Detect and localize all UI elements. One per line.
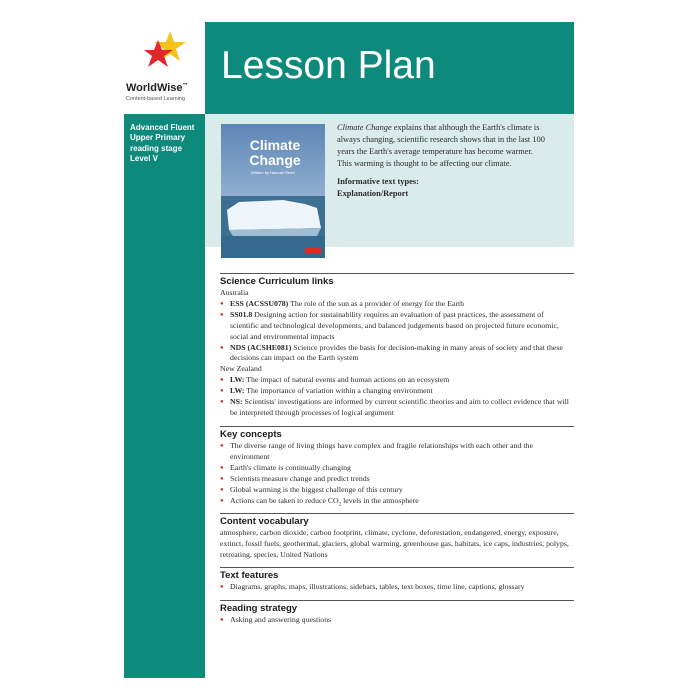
curriculum-text: The impact of natural events and human actions on an ecosystem bbox=[246, 375, 450, 385]
summary-text bbox=[337, 122, 547, 200]
reading-level bbox=[130, 123, 206, 165]
level-line: Level V bbox=[130, 154, 159, 164]
key-concepts-heading: Key concepts bbox=[220, 429, 282, 440]
text-features-heading: Text features bbox=[220, 570, 279, 581]
region-new-zealand: New Zealand bbox=[220, 364, 262, 374]
key-concepts-section bbox=[220, 426, 574, 511]
curriculum-text: The role of the sun as a provider of energy for the Earth bbox=[290, 298, 465, 308]
summary-body: explains that although the Earth's climate is always changing, scientific research shows that in the last 100 years the Earth's average temperature has become warmer. This warming is thought to be affecting our climate. bbox=[337, 123, 545, 168]
curriculum-text: Scientists' investigations are informed by current scientific theories and aim to collect evidence that will be interpreted through processes of logical argument bbox=[230, 397, 569, 417]
new-zealand-list bbox=[220, 375, 574, 419]
text-features-section bbox=[220, 567, 574, 593]
brand-tagline: Content-based Learning bbox=[126, 96, 186, 102]
list-item: ● The diverse range of living things have complex and fragile relationships with each other and the environment bbox=[220, 441, 574, 463]
curriculum-code: LW: bbox=[230, 375, 245, 385]
curriculum-text: The importance of variation within a changing environment bbox=[246, 386, 433, 396]
list-item: ● Scientists measure change and predict trends bbox=[220, 474, 574, 485]
list-item: ● Diagrams, graphs, maps, illustrations, sidebars, tables, text boxes, time line, captions, glossary bbox=[220, 582, 574, 593]
list-item: ● Earth's climate is continually changing bbox=[220, 463, 574, 474]
list-item bbox=[220, 496, 574, 511]
curriculum-text: Designing action for sustainability requires an evaluation of past practices, the assessment of scientific and technological developments, and balanced judgements based on projected future economic, social and environmental impacts bbox=[230, 309, 559, 341]
vocabulary-heading: Content vocabulary bbox=[220, 516, 309, 527]
curriculum-code: LW: bbox=[230, 386, 245, 396]
book-cover-image bbox=[221, 124, 325, 258]
level-line: reading stage bbox=[130, 143, 183, 153]
list-item-text: Actions can be taken to reduce CO bbox=[230, 495, 339, 505]
cover-author: Written by Hannah Reed bbox=[251, 170, 295, 175]
level-line: Advanced Fluent bbox=[130, 123, 195, 132]
curriculum-heading: Science Curriculum links bbox=[220, 276, 334, 287]
list-item: ● Asking and answering questions bbox=[220, 615, 574, 626]
list-item: ● Global warming is the biggest challenge of this century bbox=[220, 485, 574, 496]
list-item-text: levels in the atmosphere bbox=[341, 495, 419, 505]
australia-list bbox=[220, 299, 574, 364]
list-item bbox=[220, 386, 574, 397]
curriculum-text: Science provides the basis for decision-making in many areas of society and that these decisions can impact on the Earth system bbox=[230, 342, 563, 363]
reading-strategy-heading: Reading strategy bbox=[220, 603, 298, 614]
star-logo-icon bbox=[144, 30, 188, 74]
list-item bbox=[220, 375, 574, 386]
text-features-list bbox=[220, 582, 574, 593]
brand-name: WorldWise™ bbox=[126, 82, 188, 94]
level-line: Upper Primary bbox=[130, 133, 186, 143]
book-summary-panel bbox=[205, 114, 574, 247]
curriculum-code: SS01.8 bbox=[230, 309, 253, 319]
curriculum-code: NS: bbox=[230, 397, 243, 407]
reading-strategy-section bbox=[220, 600, 574, 626]
region-australia: Australia bbox=[220, 288, 249, 297]
brand-logo bbox=[124, 22, 205, 114]
co2-subscript: 2 bbox=[338, 502, 342, 508]
curriculum-code: ESS (ACSSU078) bbox=[230, 298, 289, 308]
curriculum-code: NDS (ACSHE081) bbox=[230, 342, 292, 352]
vocabulary-section bbox=[220, 513, 574, 561]
page-title: Lesson Plan bbox=[221, 44, 436, 87]
cover-title: Climate Change bbox=[249, 137, 301, 168]
text-types bbox=[337, 176, 547, 200]
curriculum-body bbox=[220, 288, 574, 419]
text-types-label: Informative text types: bbox=[337, 177, 419, 186]
list-item bbox=[220, 310, 574, 343]
list-item bbox=[220, 299, 574, 310]
text-types-value: Explanation/Report bbox=[337, 189, 409, 198]
summary-book-title: Climate Change bbox=[337, 123, 392, 132]
key-concepts-list bbox=[220, 441, 574, 511]
summary-paragraph bbox=[337, 122, 547, 170]
list-item bbox=[220, 343, 574, 365]
sidebar bbox=[124, 114, 205, 678]
header-banner bbox=[205, 22, 574, 114]
reading-strategy-list bbox=[220, 615, 574, 626]
list-item bbox=[220, 397, 574, 419]
curriculum-section bbox=[220, 273, 574, 419]
vocabulary-text: atmosphere, carbon dioxide, carbon footprint, climate, cyclone, deforestation, endangered, energy, exposure, extinct, fossil fuels, geothermal, glaciers, global warming, greenhouse gas, habitats, ice caps, industries, polyps, retreating, species, United Nations bbox=[220, 528, 569, 559]
